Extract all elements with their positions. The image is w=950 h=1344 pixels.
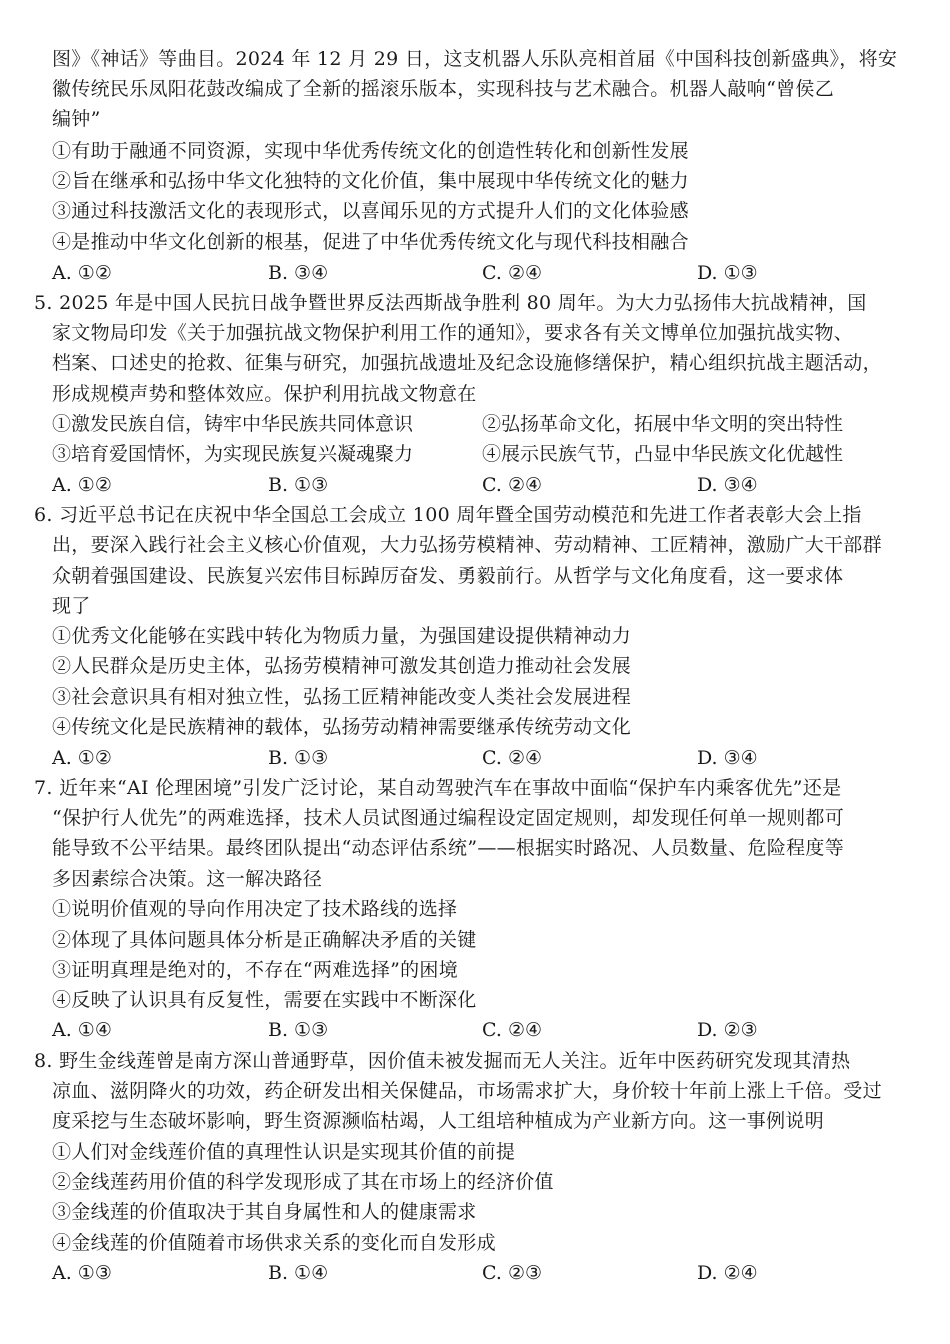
- choice-c[interactable]: C. ②④: [482, 747, 543, 769]
- statement-item: ②人民群众是历史主体，弘扬劳模精神可激发其创造力推动社会发展: [52, 655, 632, 677]
- question-stem-line: 度采挖与生态破坏影响，野生资源濒临枯竭，人工组培种植成为产业新方向。这一事例说明: [52, 1110, 825, 1132]
- question-stem-line: 7. 近年来“AI 伦理困境”引发广泛讨论，某自动驾驶汽车在事故中面临“保护车内乘客优先”还是: [34, 777, 842, 799]
- statement-item: ④反映了认识具有反复性，需要在实践中不断深化: [52, 989, 477, 1011]
- question-stem-line: 档案、口述史的抢救、征集与研究，加强抗战遗址及纪念设施修缮保护，精心组织抗战主题活动，: [52, 352, 882, 374]
- statement-item: ④展示民族气节，凸显中华民族文化优越性: [482, 443, 844, 465]
- statement-item: ②金线莲药用价值的科学发现形成了其在市场上的经济价值: [52, 1171, 554, 1193]
- statement-item: ①说明价值观的导向作用决定了技术路线的选择: [52, 898, 458, 920]
- choice-a[interactable]: A. ①④: [52, 1019, 112, 1041]
- question-stem-line: 现了: [52, 595, 91, 617]
- choice-d[interactable]: D. ②④: [697, 1262, 758, 1284]
- choice-b[interactable]: B. ①③: [268, 747, 329, 769]
- choice-d[interactable]: D. ①③: [697, 262, 758, 284]
- question-stem-line: 众朝着强国建设、民族复兴宏伟目标踔厉奋发、勇毅前行。从哲学与文化角度看，这一要求体: [52, 565, 844, 587]
- choice-a[interactable]: A. ①②: [52, 262, 112, 284]
- question-stem-line: 徽传统民乐凤阳花鼓改编成了全新的摇滚乐版本，实现科技与艺术融合。机器人敲响“曾侯乙: [52, 78, 835, 100]
- statement-item: ③社会意识具有相对独立性，弘扬工匠精神能改变人类社会发展进程: [52, 686, 632, 708]
- statement-item: ④传统文化是民族精神的载体，弘扬劳动精神需要继承传统劳动文化: [52, 716, 632, 738]
- choice-b[interactable]: B. ③④: [268, 262, 329, 284]
- choice-b[interactable]: B. ①③: [268, 1019, 329, 1041]
- choice-a[interactable]: A. ①③: [52, 1262, 112, 1284]
- choice-c[interactable]: C. ②③: [482, 1262, 543, 1284]
- choice-c[interactable]: C. ②④: [482, 1019, 543, 1041]
- choice-d[interactable]: D. ②③: [697, 1019, 758, 1041]
- question-stem-line: 5. 2025 年是中国人民抗日战争暨世界反法西斯战争胜利 80 周年。为大力弘扬伟大抗战精神，国: [34, 292, 867, 314]
- question-stem-line: 出，要深入践行社会主义核心价值观，大力弘扬劳模精神、劳动精神、工匠精神，激励广大干部群: [52, 534, 882, 556]
- choice-d[interactable]: D. ③④: [697, 474, 758, 496]
- choice-a[interactable]: A. ①②: [52, 747, 112, 769]
- question-stem-line: 8. 野生金线莲曾是南方深山普通野草，因价值未被发掘而无人关注。近年中医药研究发现其清热: [34, 1050, 851, 1072]
- statement-item: ②弘扬革命文化，拓展中华文明的突出特性: [482, 413, 844, 435]
- question-stem-line: 家文物局印发《关于加强抗战文物保护利用工作的通知》，要求各有关文博单位加强抗战实物、: [52, 322, 854, 344]
- question-stem-line: 凉血、滋阴降火的功效，药企研发出相关保健品，市场需求扩大，身价较十年前上涨上千倍。受过: [52, 1080, 882, 1102]
- choice-a[interactable]: A. ①②: [52, 474, 112, 496]
- choice-c[interactable]: C. ②④: [482, 262, 543, 284]
- statement-item: ①有助于融通不同资源，实现中华优秀传统文化的创造性转化和创新性发展: [52, 140, 689, 162]
- question-stem-line: 能导致不公平结果。最终团队提出“动态评估系统”——根据实时路况、人员数量、危险程度等: [52, 837, 845, 859]
- statement-item: ③金线莲的价值取决于其自身属性和人的健康需求: [52, 1201, 477, 1223]
- choice-d[interactable]: D. ③④: [697, 747, 758, 769]
- statement-item: ③通过科技激活文化的表现形式，以喜闻乐见的方式提升人们的文化体验感: [52, 200, 689, 222]
- question-stem-line: 形成规模声势和整体效应。保护利用抗战文物意在: [52, 383, 477, 405]
- question-stem-line: 6. 习近平总书记在庆祝中华全国总工会成立 100 周年暨全国劳动模范和先进工作者表彰大会上指: [34, 504, 862, 526]
- statement-item: ④金线莲的价值随着市场供求关系的变化而自发形成: [52, 1232, 496, 1254]
- statement-item: ④是推动中华文化创新的根基，促进了中华优秀传统文化与现代科技相融合: [52, 231, 689, 253]
- statement-item: ①人们对金线莲价值的真理性认识是实现其价值的前提: [52, 1141, 516, 1163]
- statement-item: ③培育爱国情怀，为实现民族复兴凝魂聚力: [52, 443, 414, 465]
- question-stem-line: “保护行人优先”的两难选择，技术人员试图通过编程设定固定规则，却发现任何单一规则都可: [52, 807, 845, 829]
- question-stem-line: 图》《神话》等曲目。2024 年 12 月 29 日，这支机器人乐队亮相首届《中国科技创新盛典》，将安: [52, 48, 898, 70]
- statement-item: ②旨在继承和弘扬中华文化独特的文化价值，集中展现中华传统文化的魅力: [52, 170, 689, 192]
- statement-item: ①优秀文化能够在实践中转化为物质力量，为强国建设提供精神动力: [52, 625, 632, 647]
- statement-item: ②体现了具体问题具体分析是正确解决矛盾的关键: [52, 929, 477, 951]
- statement-item: ③证明真理是绝对的，不存在“两难选择”的困境: [52, 959, 459, 981]
- question-stem-line: 多因素综合决策。这一解决路径: [52, 868, 323, 890]
- question-stem-line: 编钟”: [52, 108, 101, 130]
- statement-item: ①激发民族自信，铸牢中华民族共同体意识: [52, 413, 414, 435]
- choice-c[interactable]: C. ②④: [482, 474, 543, 496]
- choice-b[interactable]: B. ①④: [268, 1262, 329, 1284]
- choice-b[interactable]: B. ①③: [268, 474, 329, 496]
